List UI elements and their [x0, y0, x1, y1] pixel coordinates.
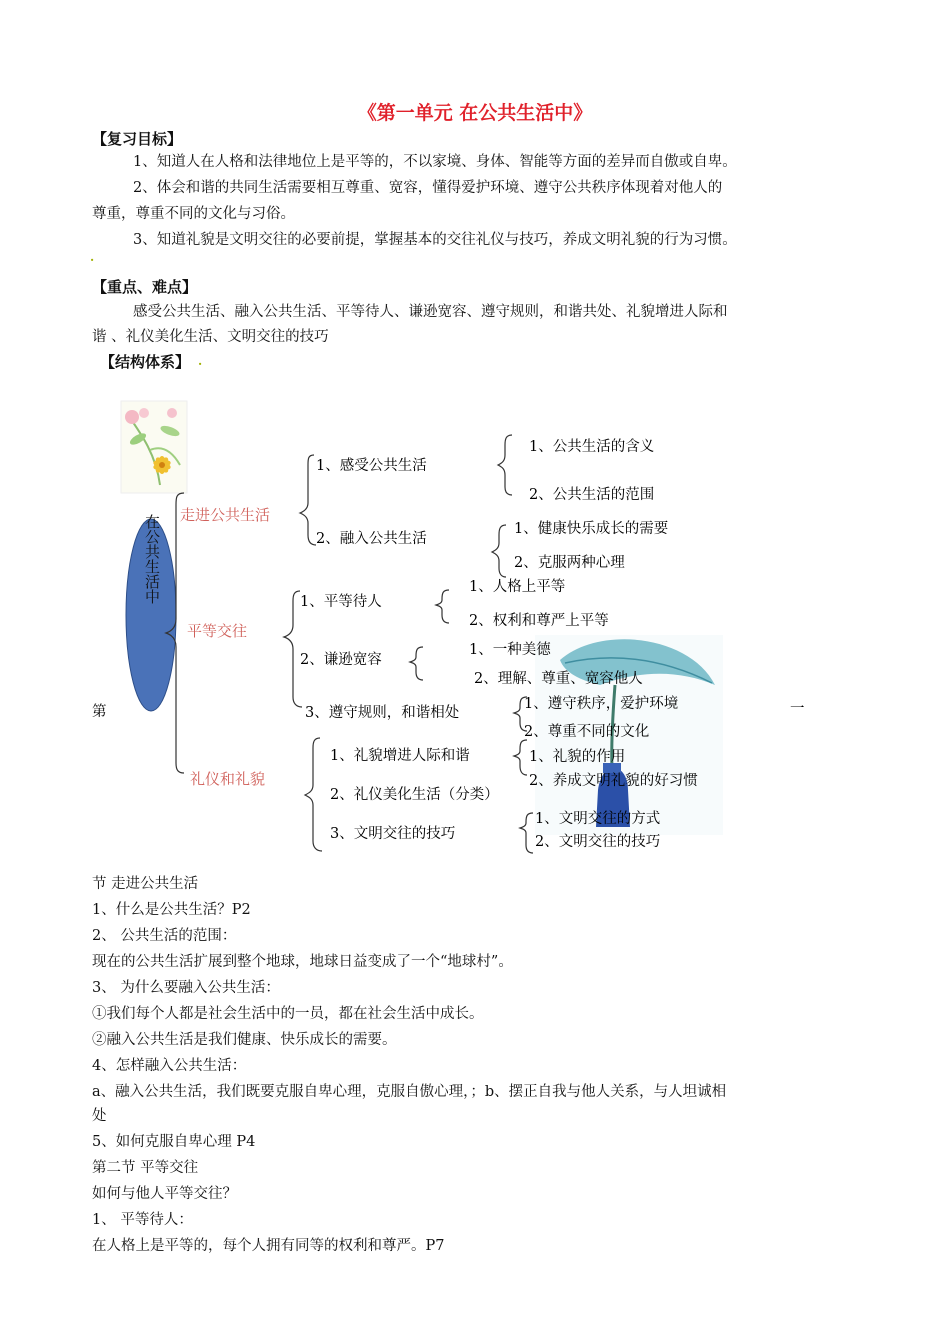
key-line-2: 谐 、礼仪美化生活、文明交往的技巧 — [92, 329, 329, 345]
sub-label: 3、遵守规则，和谐相处 — [305, 705, 460, 721]
sub-label: 2、谦逊宽容 — [300, 652, 382, 668]
leaf-item: 1、遵守秩序，爱护环境 — [524, 696, 679, 712]
body-line: 现在的公共生活扩展到整个地球，地球日益变成了一个“地球村”。 — [92, 954, 513, 970]
leaf-item: 2、权利和尊严上平等 — [469, 613, 609, 629]
sub-label: 2、礼仪美化生活（分类） — [330, 787, 499, 803]
leaf-item: 2、理解、尊重、宽容他人 — [474, 671, 643, 687]
sub-label: 1、礼貌增进人际和谐 — [330, 748, 470, 764]
body-line: ②融入公共生活是我们健康、快乐成长的需要。 — [92, 1032, 397, 1048]
structure-diagram — [0, 395, 950, 865]
goals-header: 【复习目标】 — [92, 130, 183, 148]
root-node-label: 在公共生活中 — [143, 514, 161, 604]
leaf-item: 2、养成文明礼貌的好习惯 — [529, 773, 698, 789]
sub-label: 2、融入公共生活 — [316, 531, 427, 547]
structure-header: 【结构体系】 — [100, 353, 191, 371]
body-line: 3、 为什么要融入公共生活： — [92, 980, 280, 996]
key-line-1: 感受公共生活、融入公共生活、平等待人、谦逊宽容、遵守规则，和谐共处、礼貌增进人际和 — [133, 304, 728, 320]
leaf-item: 2、文明交往的技巧 — [535, 834, 661, 850]
key-header: 【重点、难点】 — [92, 278, 198, 296]
goal-item-3: 3、知道礼貌是文明交往的必要前提，掌握基本的交往礼仪与技巧，养成文明礼貌的行为习惯。 — [133, 232, 737, 248]
side-char-left: 第 — [92, 704, 107, 720]
side-char-right: 一 — [790, 701, 805, 717]
leaf-item: 1、一种美德 — [469, 642, 551, 658]
goal-item-2: 2、体会和谐的共同生活需要相互尊重、宽容，懂得爱护环境、遵守公共秩序体现着对他人的 — [133, 180, 723, 196]
body-line: 1、 平等待人： — [92, 1212, 193, 1228]
sub-label: 3、文明交往的技巧 — [330, 826, 456, 842]
stray-dot-2: . — [198, 354, 203, 368]
goal-item-1: 1、知道人在人格和法律地位上是平等的，不以家境、身体、智能等方面的差异而自傲或自卑。 — [133, 154, 737, 170]
leaf-item: 1、礼貌的作用 — [529, 749, 626, 765]
leaf-item: 1、人格上平等 — [469, 579, 566, 595]
body-line: 处 — [92, 1108, 107, 1124]
body-line: 2、 公共生活的范围： — [92, 928, 237, 944]
body-line: 节 走进公共生活 — [92, 876, 199, 892]
body-line: 1、什么是公共生活？P2 — [92, 902, 251, 918]
leaf-item: 2、公共生活的范围 — [529, 487, 655, 503]
leaf-item: 2、尊重不同的文化 — [524, 724, 650, 740]
flower-illustration — [121, 401, 187, 493]
leaf-item: 1、文明交往的方式 — [535, 811, 661, 827]
leaf-item: 2、克服两种心理 — [514, 555, 625, 571]
leaf-item: 1、公共生活的含义 — [529, 439, 655, 455]
body-line: 如何与他人平等交往？ — [92, 1186, 237, 1202]
body-line: a、融入公共生活，我们既要克服自卑心理，克服自傲心理，；b、摆正自我与他人关系，与人坦诚相 — [92, 1084, 727, 1100]
body-line: 5、如何克服自卑心理 P4 — [92, 1134, 256, 1150]
sub-label: 1、平等待人 — [300, 594, 382, 610]
branch-label: 平等交往 — [187, 622, 248, 640]
stray-dot: . — [90, 250, 95, 264]
page-title: 《第一单元 在公共生活中》 — [357, 102, 593, 124]
body-line: 在人格上是平等的，每个人拥有同等的权利和尊严。P7 — [92, 1238, 445, 1254]
body-line: 4、怎样融入公共生活： — [92, 1058, 247, 1074]
branch-label: 走进公共生活 — [180, 506, 271, 524]
leaf-item: 1、健康快乐成长的需要 — [514, 521, 669, 537]
branch-label: 礼仪和礼貌 — [190, 770, 266, 788]
body-line: 第二节 平等交往 — [92, 1160, 199, 1176]
goal-item-2-cont: 尊重，尊重不同的文化与习俗。 — [92, 206, 295, 222]
body-line: ①我们每个人都是社会生活中的一员，都在社会生活中成长。 — [92, 1006, 484, 1022]
sub-label: 1、感受公共生活 — [316, 458, 427, 474]
